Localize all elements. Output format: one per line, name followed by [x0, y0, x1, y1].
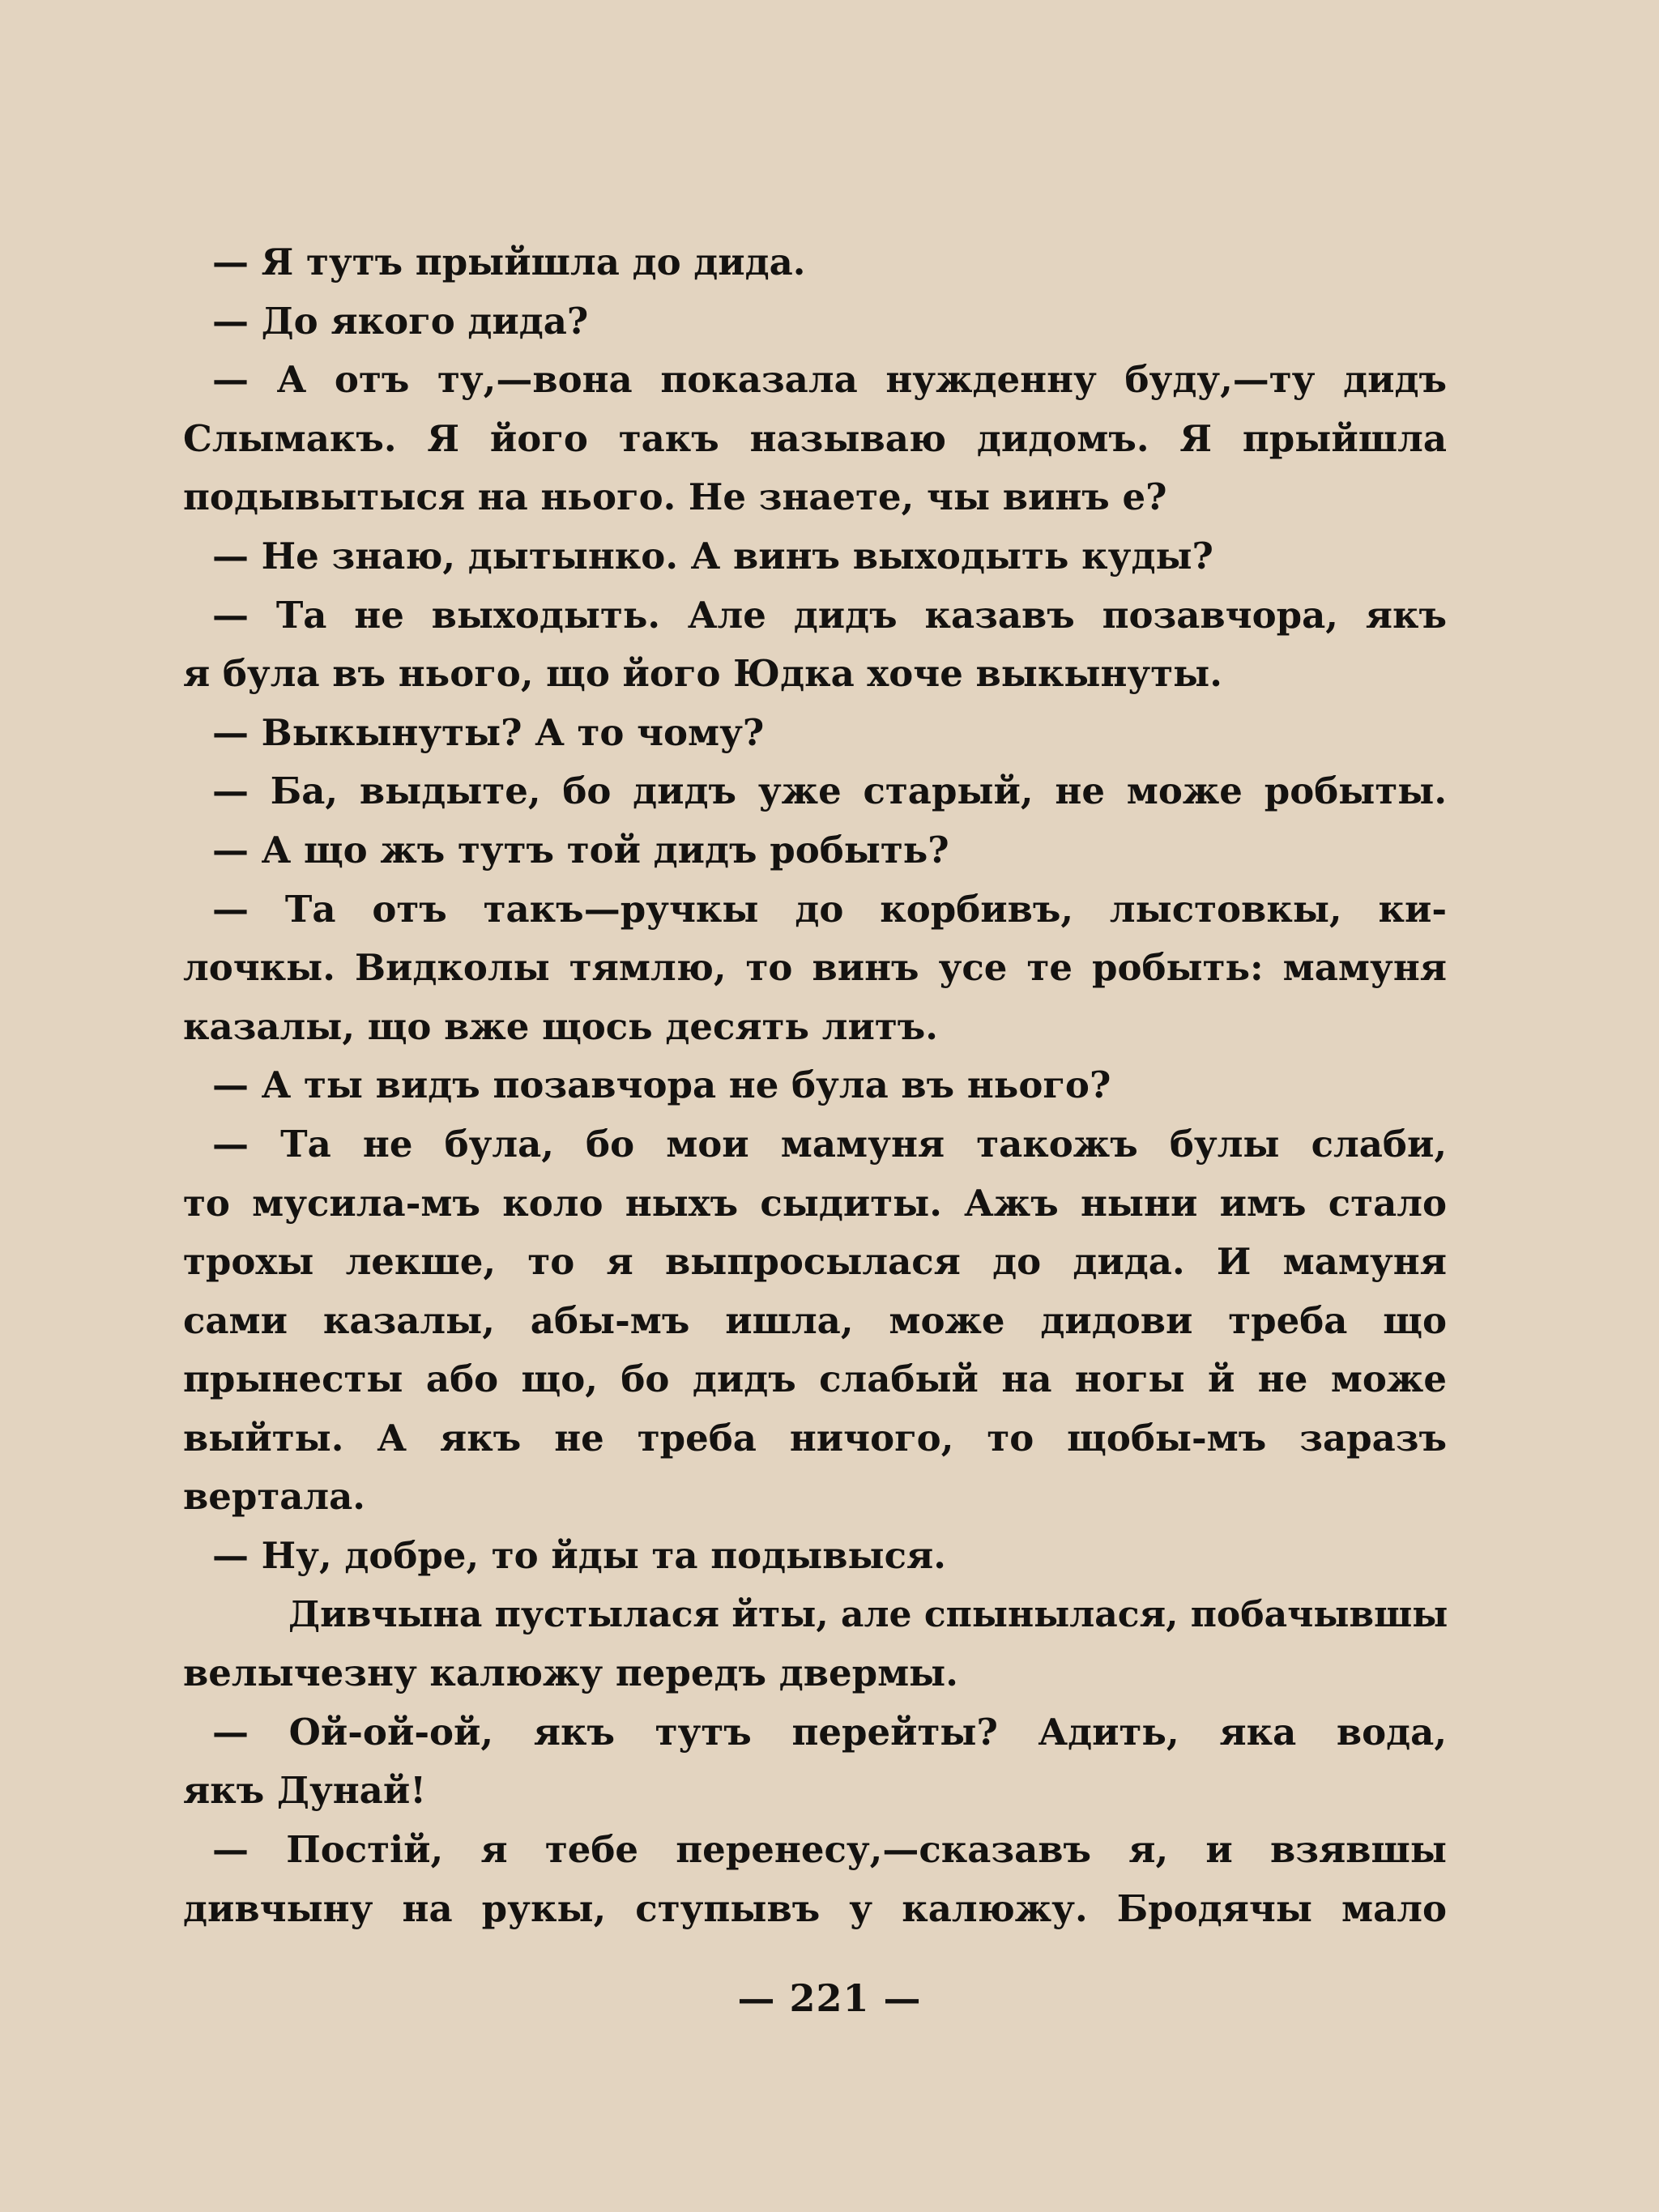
text-line: якъ Дунай!	[183, 1769, 426, 1813]
page-text	[183, 233, 1447, 1938]
text-line: — Не знаю, дытынко. А винъ выходыть куды?	[212, 534, 1213, 578]
text-line: Дивчына пустылася йты, але спынылася, побачывшы	[288, 1593, 1448, 1635]
text-line: то мусила-мъ коло ныхъ сыдиты. Ажъ ныни имъ стало	[183, 1181, 1447, 1225]
text-line: прынесты або що, бо дидъ слабый на ногы й не може	[183, 1357, 1447, 1401]
text-line: — Ну, добре, то йды та подывыся.	[212, 1534, 946, 1578]
text-line: Слымакъ. Я його такъ называю дидомъ. Я прыйшла	[183, 416, 1447, 460]
text-line: сами казалы, абы-мъ ишла, може дидови треба що	[183, 1298, 1447, 1342]
page-number: — 221 —	[737, 1976, 922, 2020]
text-line: — Та отъ такъ—ручкы до корбивъ, лыстовкы, ки-	[212, 887, 1447, 931]
text-line: — Ба, выдыте, бо дидъ уже старый, не може робыты.	[212, 769, 1447, 813]
text-line: казалы, що вже щось десять литъ.	[183, 1004, 938, 1048]
text-line: лочкы. Видколы тямлю, то винъ усе те робыть: мамуня	[183, 946, 1447, 990]
text-line: — А що жъ тутъ той дидъ робыть?	[212, 828, 949, 872]
text-line: — До якого дида?	[212, 299, 589, 343]
text-line: велычезну калюжу передъ двермы.	[183, 1652, 958, 1695]
text-line: вертала.	[183, 1475, 365, 1519]
text-line: — А отъ ту,—вона показала нужденну буду,—ту дидъ	[212, 358, 1447, 402]
text-line: — Я тутъ прыйшла до дида.	[212, 241, 806, 283]
text-line: — Та не була, бо мои мамуня такожъ булы слаби,	[212, 1122, 1447, 1166]
text-line: дивчыну на рукы, ступывъ у калюжу. Бродячы мало	[183, 1886, 1447, 1930]
text-line: — Ой-ой-ой, якъ тутъ перейты? Адить, яка вода,	[212, 1710, 1447, 1754]
text-line: — А ты видъ позавчора не була въ нього?	[212, 1063, 1111, 1107]
text-line: я була въ нього, що його Юдка хоче выкынуты.	[183, 652, 1222, 696]
text-line: трохы лекше, то я выпросылася до дида. И мамуня	[183, 1240, 1447, 1284]
text-line: — Постій, я тебе перенесу,—сказавъ я, и взявшы	[212, 1828, 1447, 1872]
text-line: — Та не выходыть. Але дидъ казавъ позавчора, якъ	[212, 593, 1447, 637]
text-line: — Выкынуты? А то чому?	[212, 710, 765, 754]
text-line: выйты. А якъ не треба ничого, то щобы-мъ заразъ	[183, 1416, 1447, 1460]
text-line: подывытыся на нього. Не знаете, чы винъ е?	[183, 475, 1167, 519]
